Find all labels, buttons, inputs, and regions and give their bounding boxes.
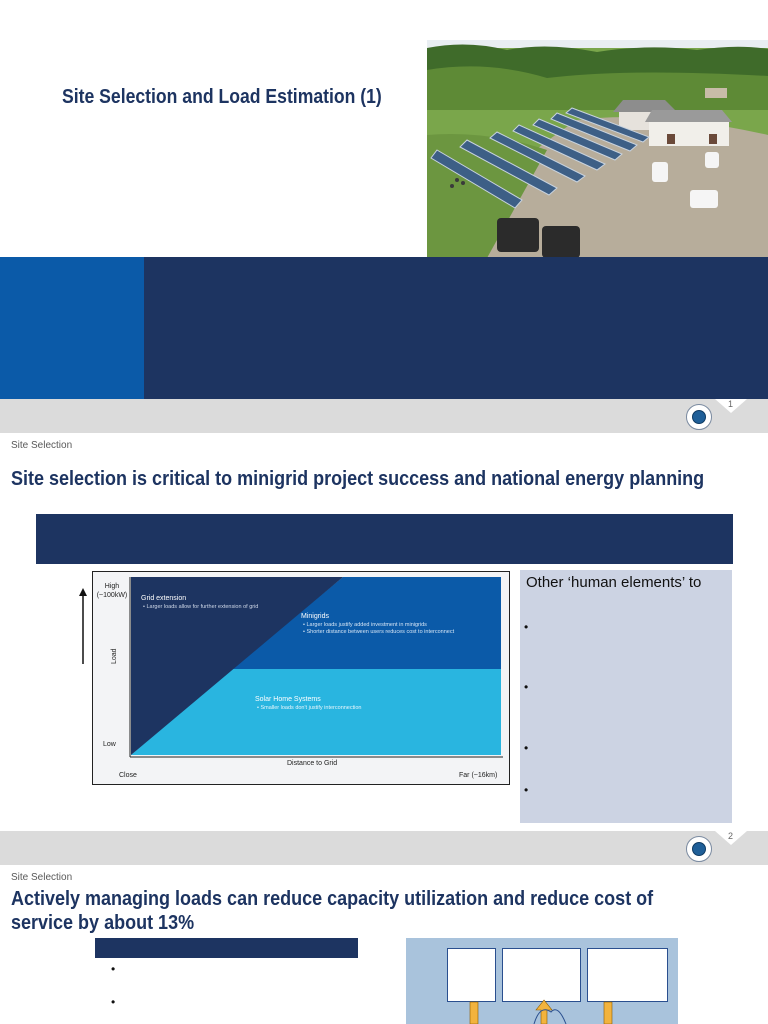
- region-label-solar-home-systems: Solar Home Systems: [255, 696, 321, 703]
- slide2-page-number: 2: [728, 831, 734, 841]
- x-axis-label: Distance to Grid: [287, 760, 338, 767]
- title-band: [144, 257, 768, 399]
- title-band-accent: [0, 257, 144, 399]
- human-elements-bullet-2: •: [524, 680, 529, 694]
- x-tick-close: Close: [119, 772, 137, 779]
- slide1-page-number: 1: [728, 399, 734, 409]
- load-up-arrow-icon: [78, 588, 88, 664]
- solar-home-systems-bullet-text: Smaller loads don't justify interconnection: [260, 705, 362, 711]
- slide3-section-label: Site Selection: [11, 872, 73, 883]
- minigrids-bullet-1: Larger loads justify added investment in minigrids: [306, 622, 427, 628]
- organization-logo-icon: [686, 404, 712, 430]
- slide2-banner: [36, 514, 733, 564]
- up-arrow-icon: [536, 1000, 552, 1024]
- slide3-banner: [95, 938, 358, 958]
- x-tick-far: Far (~16km): [459, 772, 498, 779]
- slide2-section-label: Site Selection: [11, 440, 73, 451]
- region-label-grid-extension: Grid extension: [141, 595, 187, 602]
- solar-site-photo: [427, 40, 768, 258]
- human-elements-bullet-3: •: [524, 741, 529, 755]
- region-bullets-minigrids: • Larger loads justify added investment in minigrids • Shorter distance between users reduces cost to interconnect: [303, 622, 455, 635]
- slide3-bullet-2: •: [111, 995, 116, 1009]
- human-elements-title: Other ‘human elements’ to: [526, 574, 702, 591]
- site-selection-chart: [92, 571, 510, 785]
- load-management-diagram: [406, 938, 678, 1024]
- human-elements-bullet-1: •: [524, 620, 529, 634]
- slide1-footer: [0, 399, 768, 433]
- region-bullet-solar-home-systems: • Smaller loads don't justify interconnection: [257, 705, 362, 711]
- minigrids-bullet-2: Shorter distance between users reduces cost to interconnect: [306, 629, 455, 635]
- region-label-minigrids: Minigrids: [301, 613, 330, 620]
- slide2-title: Site selection is critical to minigrid project success and national energy planning: [11, 468, 705, 490]
- slide3-title: Actively managing loads can reduce capacity utilization and reduce cost of service by about 13%: [11, 888, 654, 934]
- y-tick-low: Low: [103, 741, 116, 748]
- grid-extension-bullet-text: Larger loads allow for further extension of grid: [146, 604, 259, 610]
- diagram-arrows: [406, 938, 678, 1024]
- slide2-footer: [0, 831, 768, 865]
- region-bullet-grid-extension: • Larger loads allow for further extension of grid: [143, 604, 259, 610]
- human-elements-panel: [520, 570, 732, 823]
- human-elements-bullet-4: •: [524, 783, 529, 797]
- organization-logo-icon: [686, 836, 712, 862]
- slide3-bullet-1: •: [111, 962, 116, 976]
- y-tick-high: High (~100kW): [96, 583, 128, 599]
- slide1-title: Site Selection and Load Estimation (1): [62, 86, 382, 108]
- solar-site-photo-svg: [427, 40, 768, 258]
- y-axis-label: Load: [111, 648, 118, 664]
